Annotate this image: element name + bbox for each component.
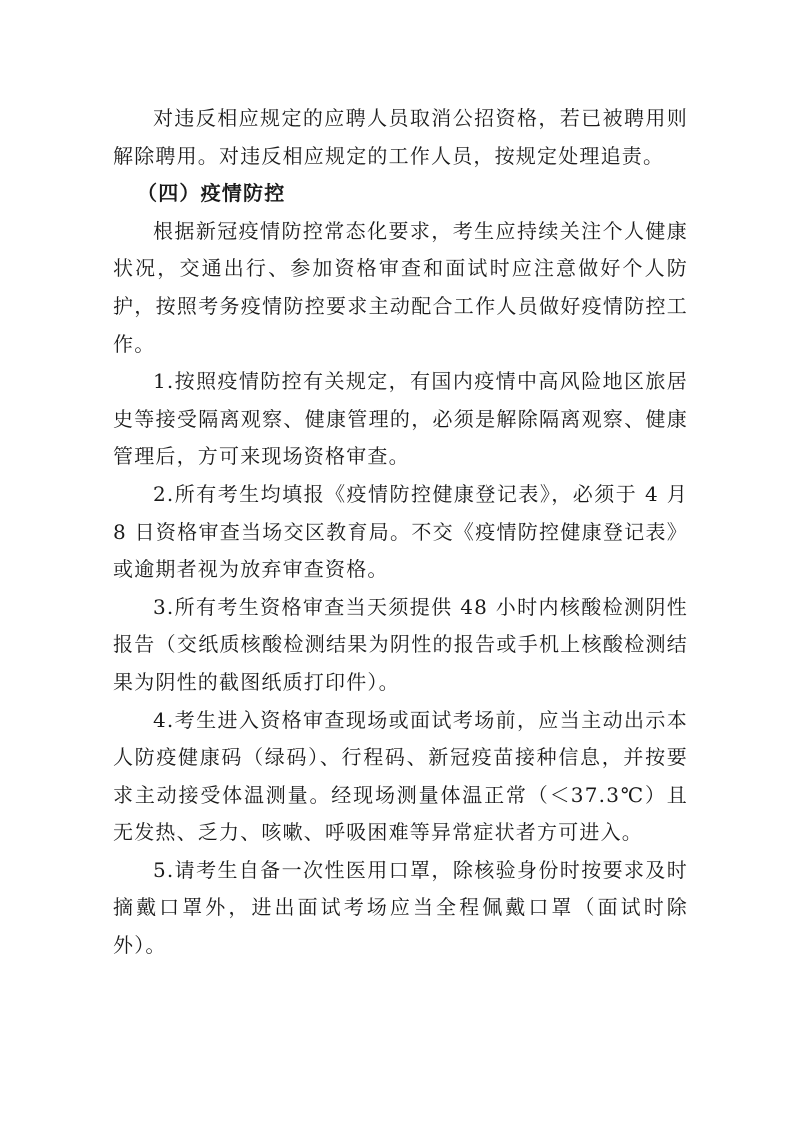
paragraph-item-4: 4.考生进入资格审查现场或面试考场前，应当主动出示本人防疫健康码（绿码）、行程码、新冠疫苗接种信息，并按要求主动接受体温测量。经现场测量体温正常（＜37.3℃）且无发热、乏力、咳嗽、呼吸困难等异常症状者方可进入。	[113, 707, 688, 845]
paragraph-epidemic-intro: 根据新冠疫情防控常态化要求，考生应持续关注个人健康状况，交通出行、参加资格审查和面试时应注意做好个人防护，按照考务疫情防控要求主动配合工作人员做好疫情防控工作。	[113, 218, 688, 356]
paragraph-item-1: 1.按照疫情防控有关规定，有国内疫情中高风险地区旅居史等接受隔离观察、健康管理的，必须是解除隔离观察、健康管理后，方可来现场资格审查。	[113, 369, 688, 469]
paragraph-item-3: 3.所有考生资格审查当天须提供 48 小时内核酸检测阴性报告（交纸质核酸检测结果为阴性的报告或手机上核酸检测结果为阴性的截图纸质打印件）。	[113, 594, 688, 694]
document-body	[113, 100, 688, 965]
paragraph-item-5: 5.请考生自备一次性医用口罩，除核验身份时按要求及时摘戴口罩外，进出面试考场应当全程佩戴口罩（面试时除外）。	[113, 857, 688, 958]
section-heading-epidemic-control: （四）疫情防控	[137, 181, 286, 206]
paragraph-item-2: 2.所有考生均填报《疫情防控健康登记表》，必须于 4 月 8 日资格审查当场交区教育局。不交《疫情防控健康登记表》或逾期者视为放弃审查资格。	[113, 481, 688, 582]
paragraph-violation-handling: 对违反相应规定的应聘人员取消公招资格，若已被聘用则解除聘用。对违反相应规定的工作人员，按规定处理追责。	[113, 106, 688, 168]
